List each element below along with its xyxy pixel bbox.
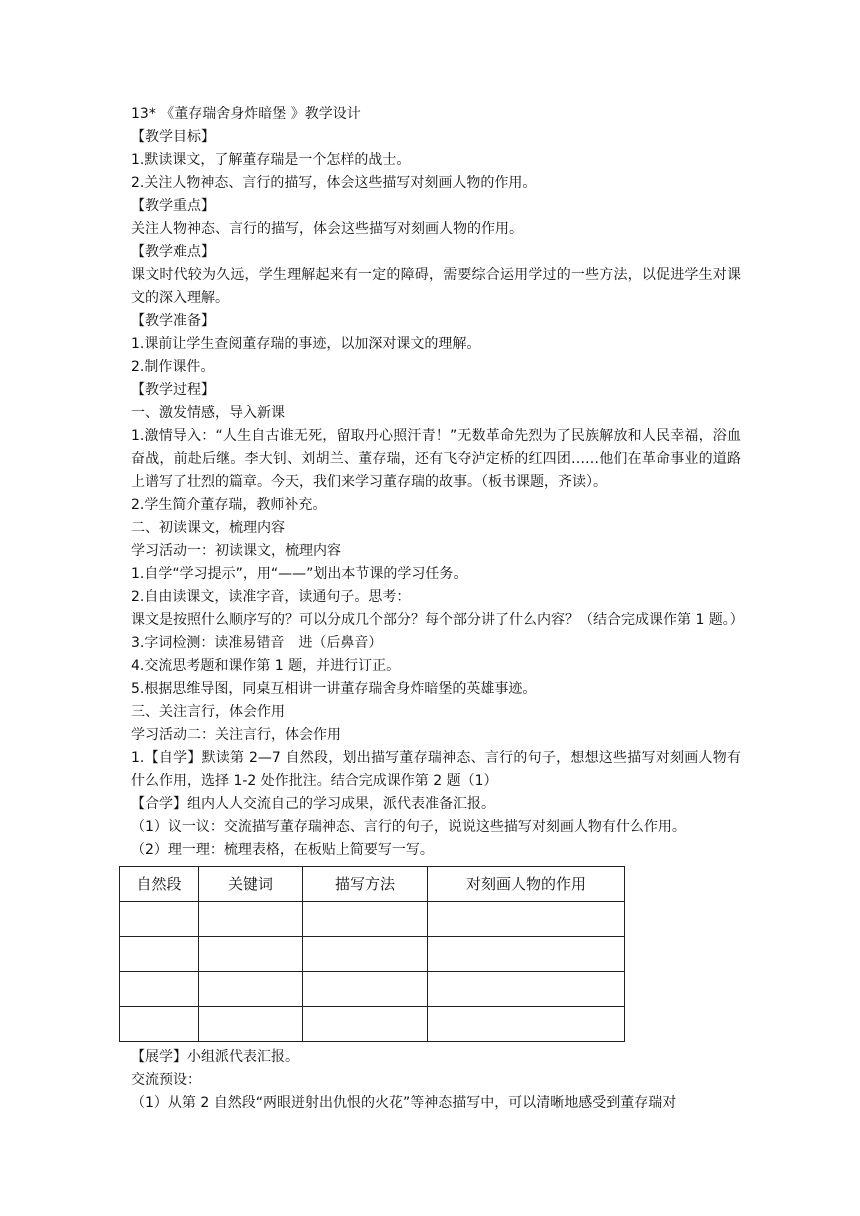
body-lines xyxy=(131,126,744,862)
text-line: 三、关注言行，体会作用 xyxy=(131,704,285,720)
table-cell[interactable] xyxy=(303,972,428,1007)
text-line: 2.关注人物神态、言行的描写，体会这些描写对刻画人物的作用。 xyxy=(131,175,537,191)
table-cell[interactable] xyxy=(120,972,199,1007)
text-line: 【合学】组内人人交流自己的学习成果，派代表准备汇报。 xyxy=(131,796,495,812)
table-header-cell: 自然段 xyxy=(120,867,199,902)
text-line: 一、激发情感，导入新课 xyxy=(131,405,285,421)
table-cell[interactable] xyxy=(303,902,428,937)
text-line: 1.自学“学习提示”，用“——”划出本节课的学习任务。 xyxy=(131,566,468,582)
table-cell[interactable] xyxy=(199,972,303,1007)
text-line: 4.交流思考题和课作第 1 题，并进行订正。 xyxy=(131,658,401,674)
table-row xyxy=(120,902,625,937)
text-line: 【教学过程】 xyxy=(131,382,215,398)
table-cell[interactable] xyxy=(428,902,625,937)
table-cell[interactable] xyxy=(303,1007,428,1042)
table-row xyxy=(120,937,625,972)
document-title: 13* 《董存瑞舍身炸暗堡 》教学设计 xyxy=(131,106,361,122)
text-line: 课文是按照什么顺序写的？可以分成几个部分？每个部分讲了什么内容？（结合完成课作第 1 题。） xyxy=(131,612,744,628)
text-line: 交流预设： xyxy=(131,1072,201,1088)
table-header-cell: 关键词 xyxy=(199,867,303,902)
text-line: 2.制作课件。 xyxy=(131,359,215,375)
table-cell[interactable] xyxy=(428,937,625,972)
table-header-cell: 对刻画人物的作用 xyxy=(428,867,625,902)
text-line: （1）从第 2 自然段“两眼迸射出仇恨的火花”等神态描写中，可以清晰地感受到董存瑞对 xyxy=(131,1095,677,1111)
table-cell[interactable] xyxy=(303,937,428,972)
after-lines xyxy=(131,1046,741,1115)
text-line: 【教学难点】 xyxy=(131,244,215,260)
table-body xyxy=(120,902,625,1042)
document-body xyxy=(131,103,744,1115)
text-line: （1）议一议：交流描写董存瑞神态、言行的句子，说说这些描写对刻画人物有什么作用。 xyxy=(131,819,686,835)
text-line: 1.激情导入：“人生自古谁无死，留取丹心照汗青！”无数革命先烈为了民族解放和人民幸福，浴血奋战，前赴后继。李大钊、刘胡兰、董存瑞，还有飞夺泸定桥的红四团……他们在革命事业的道路上谱写了壮烈的篇章。今天，我们来学习董存瑞的故事。（板书课题，齐读）。 xyxy=(131,428,741,490)
text-line: 【教学重点】 xyxy=(131,198,215,214)
table-cell[interactable] xyxy=(120,937,199,972)
table-cell[interactable] xyxy=(428,1007,625,1042)
text-line: 课文时代较为久远，学生理解起来有一定的障碍，需要综合运用学过的一些方法，以促进学生对课文的深入理解。 xyxy=(131,267,741,306)
table-cell[interactable] xyxy=(199,937,303,972)
text-line: 2.学生简介董存瑞，教师补充。 xyxy=(131,497,327,513)
table-header-cell: 描写方法 xyxy=(303,867,428,902)
text-line: 学习活动一：初读课文，梳理内容 xyxy=(131,543,341,559)
text-line: 关注人物神态、言行的描写，体会这些描写对刻画人物的作用。 xyxy=(131,221,523,237)
table-header-row xyxy=(120,867,625,902)
text-line: 1.【自学】默读第 2—7 自然段，划出描写董存瑞神态、言行的句子，想想这些描写对刻画人物有什么作用，选择 1-2 处作批注。结合完成课作第 2 题（1） xyxy=(131,750,741,789)
text-line: 1.默读课文，了解董存瑞是一个怎样的战士。 xyxy=(131,152,411,168)
table-cell[interactable] xyxy=(199,902,303,937)
text-line: （2）理一理：梳理表格，在板贴上简要写一写。 xyxy=(131,842,434,858)
text-line: 【教学目标】 xyxy=(131,129,215,145)
text-line: 学习活动二：关注言行，体会作用 xyxy=(131,727,341,743)
table-cell[interactable] xyxy=(120,1007,199,1042)
text-line: 【展学】小组派代表汇报。 xyxy=(131,1049,299,1065)
text-line: 二、初读课文，梳理内容 xyxy=(131,520,285,536)
table-cell[interactable] xyxy=(428,972,625,1007)
text-line: 3.字词检测：读准易错音 进（后鼻音） xyxy=(131,635,383,651)
table-row xyxy=(120,1007,625,1042)
text-line: 【教学准备】 xyxy=(131,313,215,329)
table-cell[interactable] xyxy=(120,902,199,937)
text-line: 1.课前让学生查阅董存瑞的事迹，以加深对课文的理解。 xyxy=(131,336,481,352)
text-line: 5.根据思维导图，同桌互相讲一讲董存瑞舍身炸暗堡的英雄事迹。 xyxy=(131,681,537,697)
table-cell[interactable] xyxy=(199,1007,303,1042)
text-line: 2.自由读课文，读准字音，读通句子。思考： xyxy=(131,589,411,605)
analysis-table xyxy=(119,866,625,1042)
table-row xyxy=(120,972,625,1007)
